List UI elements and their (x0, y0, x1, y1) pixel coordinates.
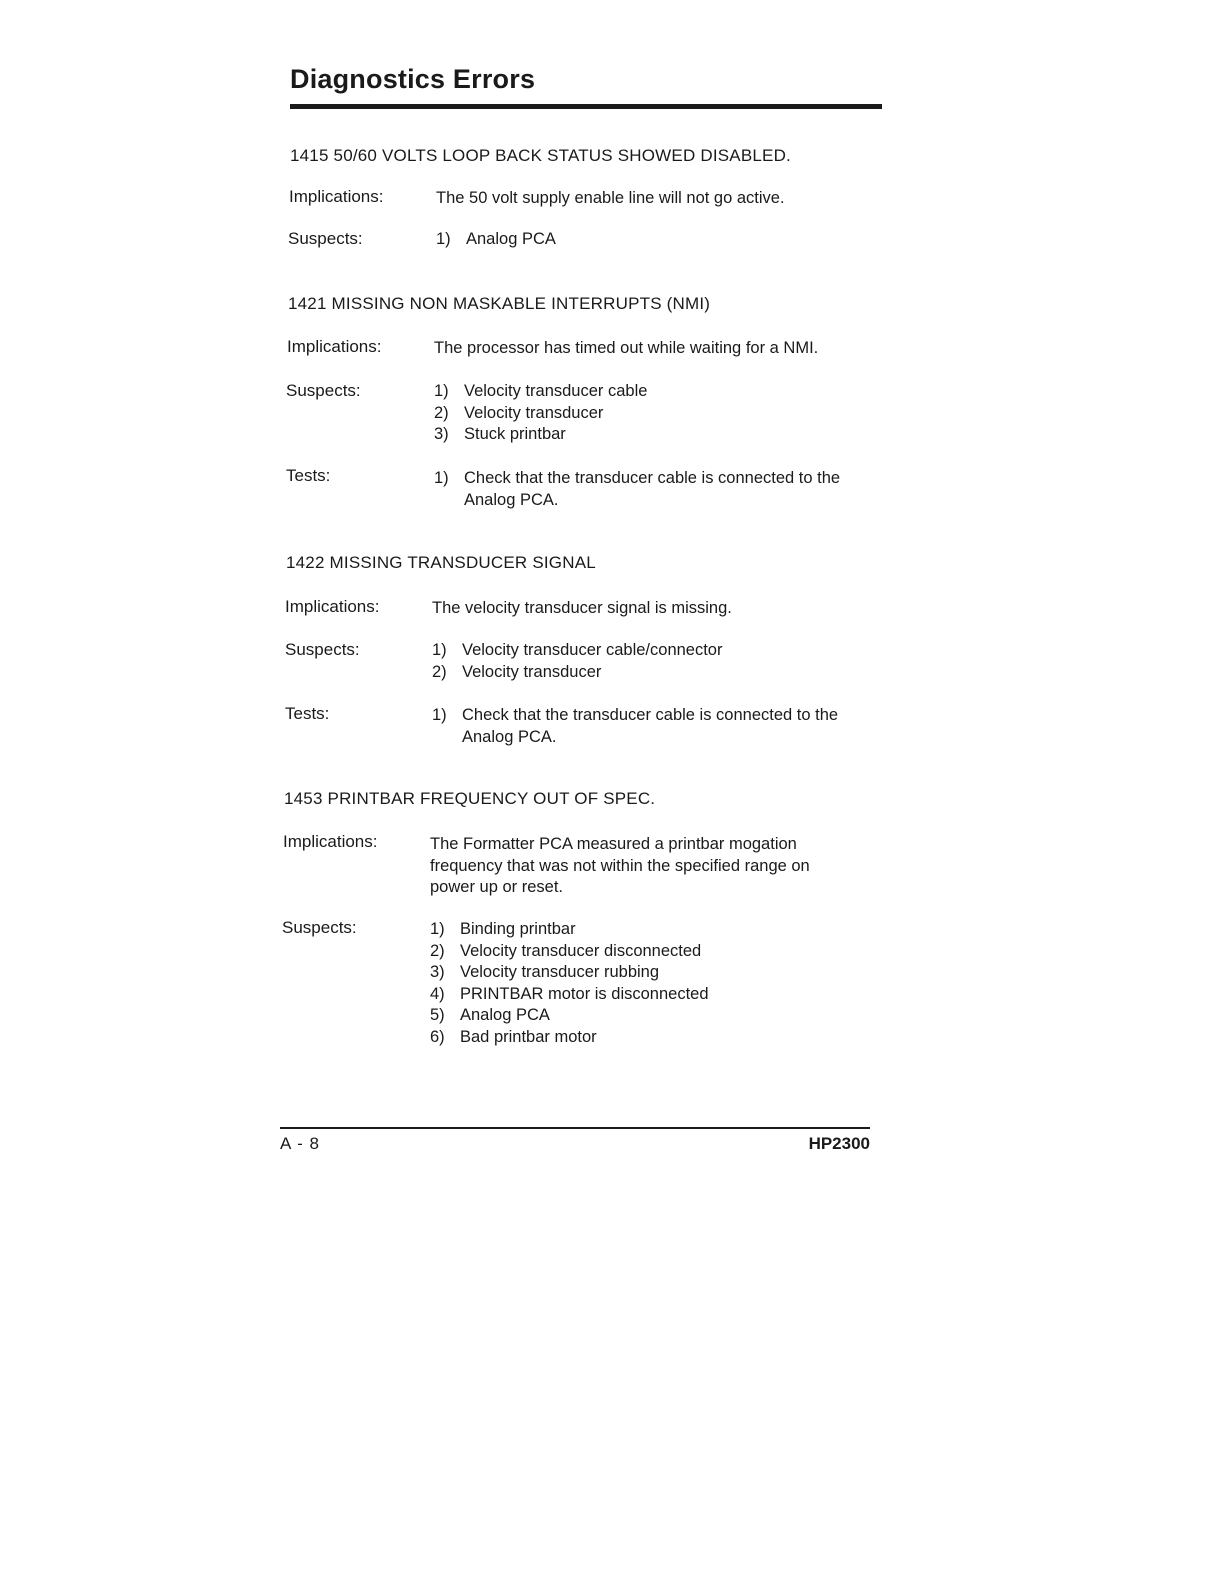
list-item-number: 2) (434, 403, 449, 422)
entry-heading-1453: 1453 PRINTBAR FREQUENCY OUT OF SPEC. (284, 789, 656, 808)
list-item (432, 640, 722, 662)
tests-label: Tests: (286, 466, 331, 485)
list-item-text: Stuck printbar (464, 425, 566, 443)
list-item-number: 1) (436, 230, 451, 248)
implications-text: The Formatter PCA measured a printbar mogation frequency that was not within the specified range on power up or reset. (430, 835, 810, 896)
page-title: Diagnostics Errors (290, 64, 536, 94)
list-item (436, 229, 556, 251)
list-item-number: 1) (434, 382, 449, 400)
test-item-text: Check that the transducer cable is connected to the Analog PCA. (462, 706, 839, 746)
list-item-text: Binding printbar (460, 920, 576, 938)
list-item-number: 4) (430, 984, 445, 1003)
list-item (434, 424, 647, 446)
page-number: A - 8 (280, 1134, 320, 1153)
list-item-number: 1) (432, 641, 447, 659)
list-item (430, 962, 709, 984)
list-item-text: Velocity transducer (462, 662, 602, 681)
list-item (434, 381, 647, 403)
implications-label: Implications: (287, 337, 382, 356)
implications-text: The 50 volt supply enable line will not go active. (436, 189, 785, 207)
suspects-label: Suspects: (286, 381, 361, 400)
suspects-label: Suspects: (285, 640, 360, 659)
list-item-text: Velocity transducer (464, 403, 604, 422)
list-item-number: 5) (430, 1006, 445, 1024)
list-item-text: Analog PCA (460, 1006, 550, 1024)
list-item (430, 919, 709, 941)
list-item (430, 941, 709, 963)
test-item-text: Check that the transducer cable is connected to the Analog PCA. (464, 469, 841, 509)
tests-label: Tests: (285, 704, 330, 723)
list-item-number: 1) (430, 920, 445, 938)
suspects-list (434, 381, 647, 446)
list-item-number: 3) (434, 425, 449, 443)
list-item (430, 984, 709, 1006)
list-item (430, 1005, 709, 1027)
footer-rule (280, 1127, 870, 1129)
list-item-text: Analog PCA (466, 230, 556, 248)
suspects-list (432, 640, 722, 683)
list-item (434, 403, 647, 425)
implications-text: The processor has timed out while waiting for a NMI. (434, 339, 819, 357)
list-item-number: 2) (432, 662, 447, 681)
list-item-text: PRINTBAR motor is disconnected (460, 984, 709, 1003)
list-item-number: 3) (430, 963, 445, 981)
entry-heading-1415: 1415 50/60 VOLTS LOOP BACK STATUS SHOWED DISABLED. (290, 146, 791, 165)
list-item (432, 662, 722, 684)
entry-heading-1422: 1422 MISSING TRANSDUCER SIGNAL (286, 553, 596, 572)
implications-label: Implications: (289, 187, 384, 206)
list-item-text: Velocity transducer rubbing (460, 963, 660, 981)
test-item (434, 468, 864, 511)
list-item-number: 6) (430, 1027, 445, 1046)
test-item (432, 705, 862, 748)
list-item-text: Velocity transducer cable (464, 382, 648, 400)
title-rule (290, 104, 882, 109)
implications-label: Implications: (285, 597, 380, 616)
suspects-list (436, 229, 556, 251)
implications-text: The velocity transducer signal is missing. (432, 599, 732, 617)
suspects-list (430, 919, 709, 1048)
list-item-text: Velocity transducer cable/connector (462, 641, 723, 659)
list-item-number: 2) (430, 941, 445, 960)
product-name: HP2300 (808, 1134, 870, 1153)
list-item-text: Bad printbar motor (460, 1027, 597, 1046)
implications-label: Implications: (283, 832, 378, 851)
test-item-number: 1) (434, 469, 449, 487)
suspects-label: Suspects: (288, 229, 363, 248)
list-item-text: Velocity transducer disconnected (460, 941, 702, 960)
suspects-label: Suspects: (282, 918, 357, 937)
entry-heading-1421: 1421 MISSING NON MASKABLE INTERRUPTS (NMI) (288, 294, 711, 313)
list-item (430, 1027, 709, 1049)
test-item-number: 1) (432, 706, 447, 724)
